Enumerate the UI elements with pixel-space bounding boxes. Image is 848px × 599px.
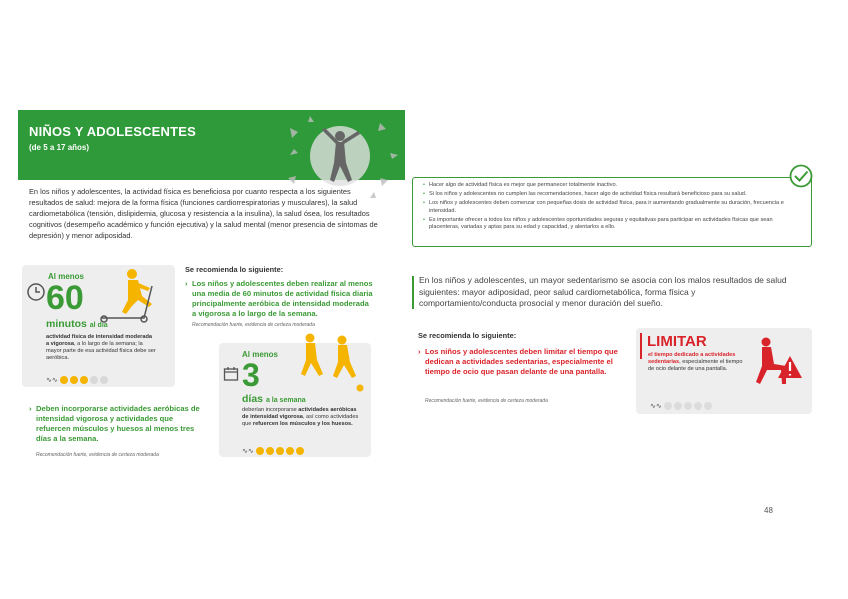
rating-dot (704, 402, 712, 410)
card3-pre: Al menos (242, 350, 279, 359)
rec1-heading: Se recomienda lo siguiente: (185, 265, 284, 274)
card3-desc-1: deberían incorporarse (242, 407, 299, 413)
chevron-right-icon: › (185, 279, 188, 288)
rec1-note: Recomendación fuerte, evidencia de certeza moderada (192, 322, 315, 328)
card3-desc-bold1: actividades aeróbicas de intensidad vigorosa (242, 407, 357, 420)
card60-number: 60 (46, 279, 84, 317)
scooter-kid-illustration (92, 266, 162, 324)
rating-dot (266, 447, 274, 455)
check-circle-icon (789, 164, 813, 188)
card60-desc-rest: , a lo largo de la semana; la mayor parte de esa actividad física debe ser aeróbica. (46, 341, 156, 361)
card60-desc-bold: actividad física de intensidad moderada a vigorosa (46, 334, 153, 347)
rating-dot (100, 376, 108, 384)
chevron-right-icon: › (418, 347, 421, 356)
tip-item: • Hacer algo de actividad física es mejor que permanecer totalmente inactivo. (423, 182, 803, 190)
card3-number: 3 (242, 357, 260, 393)
rec2-note: Recomendación fuerte, evidencia de certeza moderada (36, 452, 159, 458)
page-number: 48 (764, 506, 773, 515)
rating-dot (256, 447, 264, 455)
rating-dot (664, 402, 672, 410)
rating-dot (296, 447, 304, 455)
limit-accent-bar (640, 333, 642, 359)
calendar-icon (223, 366, 239, 382)
limit-red-text: el tiempo dedicado a actividades sedentarias (648, 352, 736, 365)
evidence-wave-icon: ∿∿ (650, 402, 662, 410)
evidence-wave-icon: ∿∿ (46, 376, 58, 384)
tip-item: • Es importante ofrecer a todos los niños y adolescentes oportunidades seguras y equitativas para participar en actividades físicas que sean placenteras, variadas y aptas para su edad y capacidad, y alentarlos a ello. (423, 217, 803, 232)
rec1-body: Los niños y adolescentes deben realizar al menos una media de 60 minutos de actividad física diaria principalmente aeróbica de intensidad moderada a vigorosa a lo largo de la semana. (192, 279, 373, 318)
tip-item: • Los niños y adolescentes deben comenzar con pequeñas dosis de actividad física, para ir aumentando gradualmente su duración, frecuencia e intensidad. (423, 200, 803, 215)
card3-rating (242, 442, 306, 460)
intro-paragraph: En los niños y adolescentes, la actividad física es beneficiosa por cuanto respecta a los siguientes resultados de salud: mejora de la forma física (funciones cardiorrespiratorias y musculares), la salud cardiometabólica (tensión, dislipidemia, glucosa y resistencia a la insulina), la salud ósea, los resultados cognitivos (desempeño académico y función ejecutiva) y la salud mental (menor presencia de síntomas de depresión) y menor adiposidad. (29, 187, 378, 240)
clock-icon (26, 282, 46, 302)
card60-unit-suffix: al día (89, 322, 108, 329)
rating-dot (90, 376, 98, 384)
card60-unit: minutos (46, 318, 87, 330)
rec3-heading: Se recomienda lo siguiente: (418, 331, 517, 340)
seated-screen-warning-illustration (752, 334, 806, 392)
tips-box (412, 177, 812, 247)
soccer-kids-illustration (290, 332, 368, 392)
limit-rest-text: , especialmente el tiempo de ocio delante de una pantalla. (648, 359, 743, 372)
rating-dot (60, 376, 68, 384)
card60-rating (46, 371, 110, 389)
sedentary-paragraph: En los niños y adolescentes, un mayor sedentarismo se asocia con los malos resultados de salud siguientes: mayor adiposidad, peor salud cardiometabólica, forma física y comportamiento/conducta prosocial y menor duración del sueño. (419, 275, 787, 308)
rating-dot (276, 447, 284, 455)
rating-dot (70, 376, 78, 384)
evidence-wave-icon: ∿∿ (242, 447, 254, 455)
card3-unit: días (242, 393, 264, 405)
tip-item: • Si los niños y adolescentes no cumplen las recomendaciones, hacer algo de actividad física resultará beneficioso para su salud. (423, 191, 803, 199)
section-subtitle: (de 5 a 17 años) (29, 143, 90, 152)
limit-title: LIMITAR (647, 333, 707, 350)
rating-dot (684, 402, 692, 410)
rec3-note: Recomendación fuerte, evidencia de certeza moderada (425, 398, 548, 404)
rating-dot (80, 376, 88, 384)
rating-dot (694, 402, 702, 410)
card60-pre: Al menos (48, 272, 85, 281)
section-title: NIÑOS Y ADOLESCENTES (29, 124, 197, 139)
limit-rating (650, 397, 714, 415)
chevron-right-icon: › (29, 404, 32, 413)
card3-unit-suffix: a la semana (265, 397, 306, 404)
card3-desc-bold2: refuercen los músculos y los huesos. (252, 421, 353, 427)
rec3-body: Los niños y adolescentes deben limitar el tiempo que dedican a actividades sedentarias, especialmente el tiempo de ocio que pasan delante de una pantalla. (425, 347, 618, 376)
card3-desc-2: , así como actividades que (242, 414, 359, 427)
rating-dot (286, 447, 294, 455)
rating-dot (674, 402, 682, 410)
rec2-body: Deben incorporarse actividades aeróbicas de intensidad vigorosa y actividades que refuercen músculos y huesos al menos tres días a la semana. (36, 404, 200, 443)
